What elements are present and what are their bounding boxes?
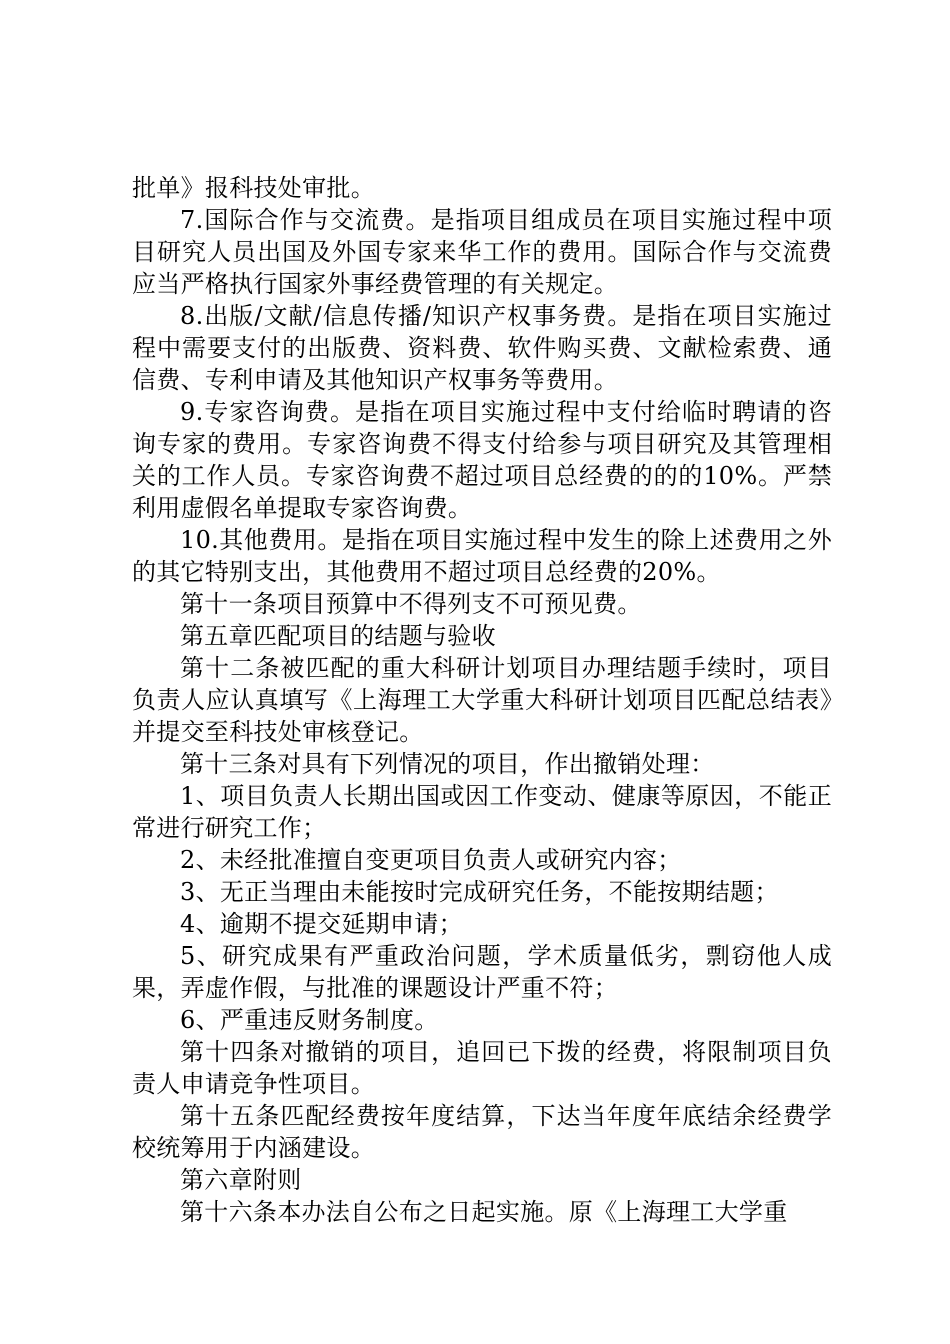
list-item: 4、逾期不提交延期申请； bbox=[180, 910, 463, 938]
list-item: 5、研究成果有严重政治问题，学术质量低劣，剽窃他人成果，弄虚作假，与批准的课题设计严重不符； bbox=[132, 942, 832, 1002]
paragraph: 第十五条匹配经费按年度结算，下达当年度年底结余经费学校统筹用于内涵建设。 bbox=[132, 1102, 832, 1162]
paragraph: 第十四条对撤销的项目，追回已下拨的经费，将限制项目负责人申请竞争性项目。 bbox=[132, 1038, 832, 1098]
paragraph: 7.国际合作与交流费。是指项目组成员在项目实施过程中项目研究人员出国及外国专家来华工作的费用。国际合作与交流费应当严格执行国家外事经费管理的有关规定。 bbox=[132, 206, 832, 298]
document-body bbox=[132, 172, 832, 1228]
paragraph: 9.专家咨询费。是指在项目实施过程中支付给临时聘请的咨询专家的费用。专家咨询费不得支付给参与项目研究及其管理相关的工作人员。专家咨询费不超过项目总经费的的的10%。严禁利用虚假名单提取专家咨询费。 bbox=[132, 398, 832, 522]
list-item: 6、严重违反财务制度。 bbox=[180, 1006, 439, 1034]
paragraph: 第十二条被匹配的重大科研计划项目办理结题手续时，项目负责人应认真填写《上海理工大学重大科研计划项目匹配总结表》并提交至科技处审核登记。 bbox=[132, 654, 832, 746]
chapter-heading: 第五章匹配项目的结题与验收 bbox=[180, 622, 496, 650]
paragraph: 第十六条本办法自公布之日起实施。原《上海理工大学重 bbox=[180, 1198, 788, 1226]
list-item: 1、项目负责人长期出国或因工作变动、健康等原因，不能正常进行研究工作； bbox=[132, 782, 832, 842]
list-item: 3、无正当理由未能按时完成研究任务，不能按期结题； bbox=[180, 878, 779, 906]
paragraph: 10.其他费用。是指在项目实施过程中发生的除上述费用之外的其它特别支出，其他费用不超过项目总经费的20%。 bbox=[132, 526, 832, 586]
list-item: 2、未经批准擅自变更项目负责人或研究内容； bbox=[180, 846, 682, 874]
chapter-heading: 第六章附则 bbox=[180, 1166, 302, 1194]
paragraph: 8.出版/文献/信息传播/知识产权事务费。是指在项目实施过程中需要支付的出版费、资料费、软件购买费、文献检索费、通信费、专利申请及其他知识产权事务等费用。 bbox=[132, 302, 832, 394]
paragraph: 第十三条对具有下列情况的项目，作出撤销处理： bbox=[180, 750, 715, 778]
paragraph: 第十一条项目预算中不得列支不可预见费。 bbox=[180, 590, 642, 618]
paragraph: 批单》报科技处审批。 bbox=[132, 174, 375, 202]
